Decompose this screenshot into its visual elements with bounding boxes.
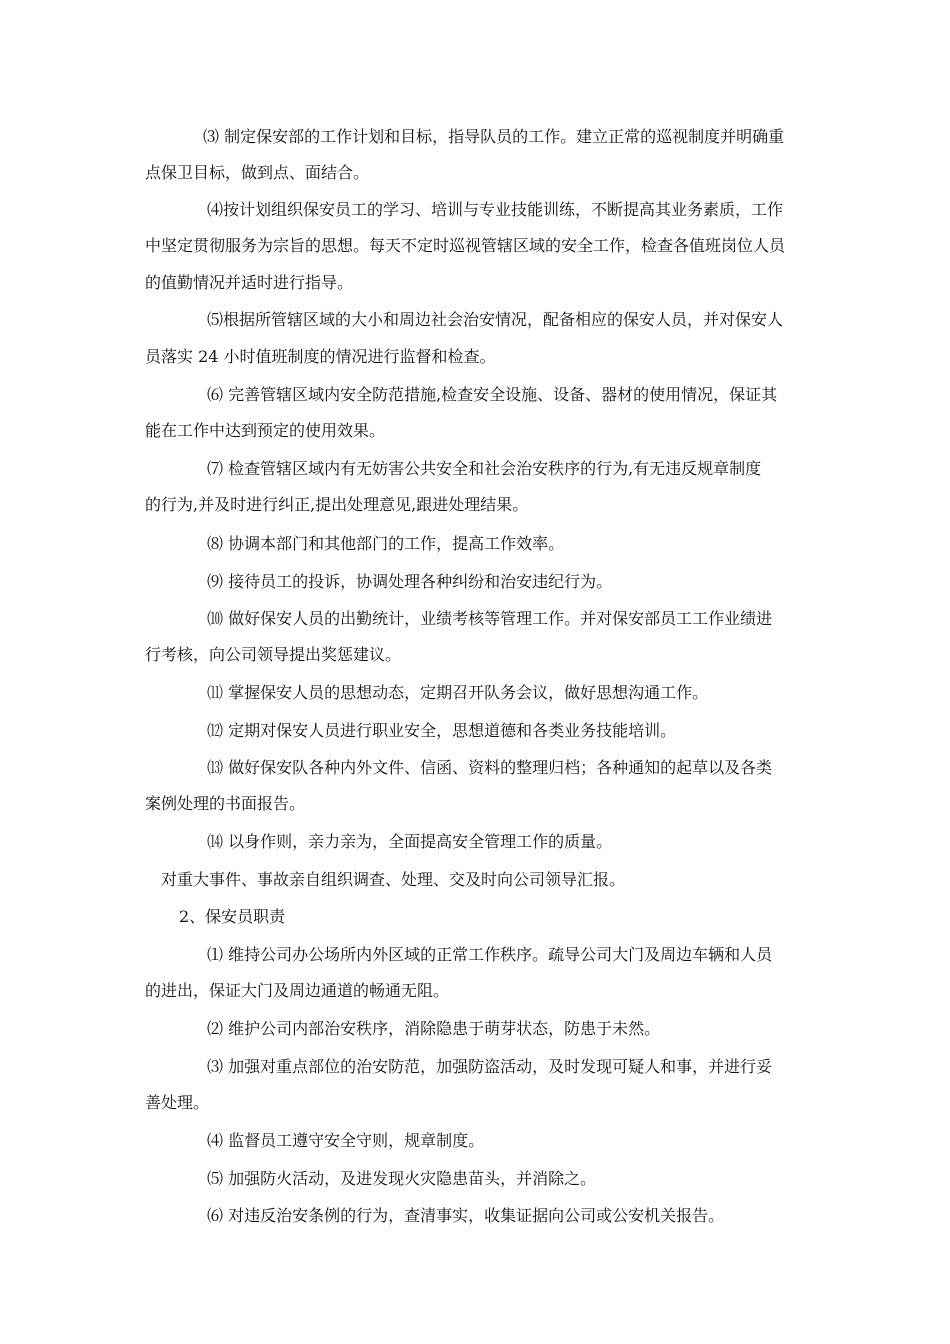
paragraph-4-line-2: 中坚定贯彻服务为宗旨的思想。每天不定时巡视管辖区域的安全工作，检查各值班岗位人员 (145, 236, 786, 255)
duty-3-line-2: 善处理。 (145, 1093, 210, 1112)
paragraph-5-line-2: 员落实 24 小时值班制度的情况进行监督和检查。 (145, 347, 496, 366)
duty-6: ⑹ 对违反治安条例的行为，查清事实，收集证据向公司或公安机关报告。 (207, 1206, 725, 1225)
paragraph-3-line-1: ⑶ 制定保安部的工作计划和目标，指导队员的工作。建立正常的巡视制度并明确重 (203, 127, 785, 146)
paragraph-9: ⑼ 接待员工的投诉，协调处理各种纠纷和治安违纪行为。 (207, 572, 613, 591)
paragraph-7-line-2: 的行为,并及时进行纠正,提出处理意见,跟进处理结果。 (145, 495, 529, 514)
paragraph-4-line-3: 的值勤情况并适时进行指导。 (145, 273, 354, 292)
duty-3-line-1: ⑶ 加强对重点部位的治安防范，加强防盗活动，及时发现可疑人和事，并进行妥 (207, 1057, 773, 1076)
paragraph-6-line-1: ⑹ 完善管辖区域内安全防范措施,检查安全设施、设备、器材的使用情况，保证其 (207, 385, 778, 404)
duty-1-line-1: ⑴ 维持公司办公场所内外区域的正常工作秩序。疏导公司大门及周边车辆和人员 (207, 945, 773, 964)
paragraph-10-line-1: ⑽ 做好保安人员的出勤统计，业绩考核等管理工作。并对保安部员工工作业绩进 (207, 609, 773, 628)
duty-5: ⑸ 加强防火活动，及进发现火灾隐患苗头，并消除之。 (207, 1169, 597, 1188)
paragraph-12: ⑿ 定期对保安人员进行职业安全，思想道德和各类业务技能培训。 (207, 721, 677, 740)
duty-1-line-2: 的进出，保证大门及周边通道的畅通无阻。 (145, 981, 450, 1000)
paragraph-5-line-1: ⑸根据所管辖区域的大小和周边社会治安情况，配备相应的保安人员，并对保安人 (207, 310, 784, 329)
duty-4: ⑷ 监督员工遵守安全守则，规章制度。 (207, 1131, 485, 1150)
paragraph-13-line-1: ⒀ 做好保安队各种内外文件、信函、资料的整理归档；各种通知的起草以及各类 (207, 758, 773, 777)
paragraph-4-line-1: ⑷按计划组织保安员工的学习、培训与专业技能训练，不断提高其业务素质，工作 (207, 200, 784, 219)
paragraph-3-line-2: 点保卫目标，做到点、面结合。 (145, 163, 370, 182)
section-heading-guard-duties: 2、保安员职责 (179, 907, 286, 926)
paragraph-6-line-2: 能在工作中达到预定的使用效果。 (145, 421, 386, 440)
duty-2: ⑵ 维护公司内部治安秩序，消除隐患于萌芽状态，防患于未然。 (207, 1019, 661, 1038)
paragraph-7-line-1: ⑺ 检查管辖区域内有无妨害公共安全和社会治安秩序的行为,有无违反规章制度 (207, 459, 762, 478)
paragraph-14: ⒁ 以身作则，亲力亲为，全面提高安全管理工作的质量。 (207, 832, 613, 851)
paragraph-11: ⑾ 掌握保安人员的思想动态，定期召开队务会议，做好思想沟通工作。 (207, 683, 709, 702)
paragraph-8: ⑻ 协调本部门和其他部门的工作，提高工作效率。 (207, 534, 565, 553)
paragraph-10-line-2: 行考核，向公司领导提出奖惩建议。 (145, 645, 402, 664)
paragraph-13-line-2: 案例处理的书面报告。 (145, 794, 306, 813)
report-instruction: 对重大事件、事故亲自组织调查、处理、交及时向公司领导汇报。 (161, 870, 626, 889)
